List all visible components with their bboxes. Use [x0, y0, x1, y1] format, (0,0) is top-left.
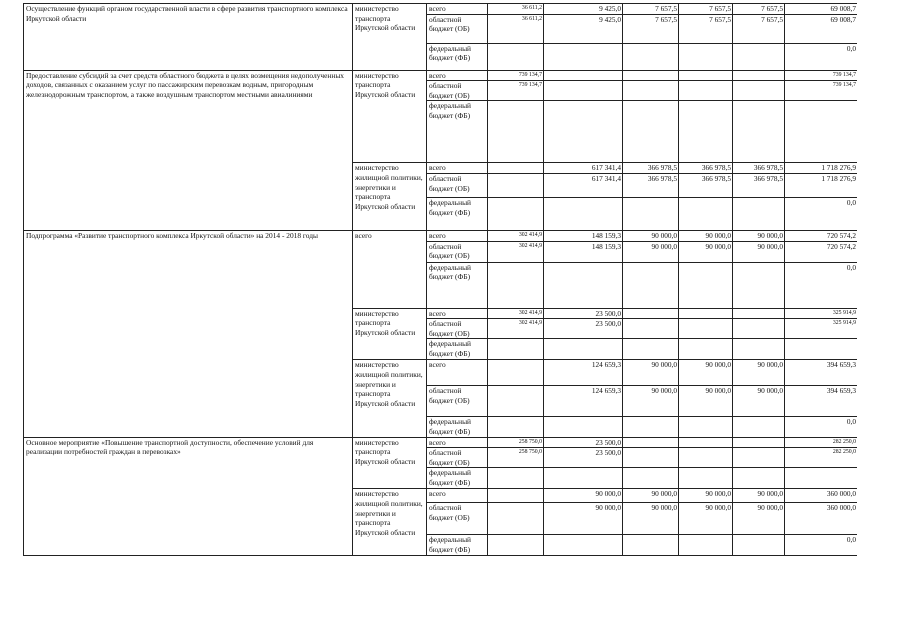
- amount-cell: 36 611,2: [488, 4, 544, 15]
- amount-cell: [733, 101, 785, 163]
- amount-cell: [544, 417, 623, 437]
- amount-cell: [623, 197, 679, 230]
- amount-cell: 0,0: [785, 417, 858, 437]
- funding-source-cell: всего: [427, 489, 488, 503]
- amount-cell: 720 574,2: [785, 241, 858, 262]
- amount-cell: 90 000,0: [733, 489, 785, 503]
- amount-cell: [733, 319, 785, 339]
- amount-cell: [623, 437, 679, 448]
- funding-source-cell: федеральный бюджет (ФБ): [427, 417, 488, 437]
- amount-cell: 7 657,5: [623, 4, 679, 15]
- funding-source-cell: федеральный бюджет (ФБ): [427, 339, 488, 360]
- amount-cell: 1 718 276,9: [785, 173, 858, 197]
- amount-cell: 9 425,0: [544, 14, 623, 43]
- amount-cell: [679, 319, 733, 339]
- executor-cell: министерство жилищной политики, энергетики и транспорта Иркутской области: [353, 489, 427, 555]
- table-row: [24, 70, 858, 81]
- amount-cell: 23 500,0: [544, 448, 623, 468]
- amount-cell: 7 657,5: [733, 4, 785, 15]
- amount-cell: [544, 339, 623, 360]
- amount-cell: [544, 81, 623, 101]
- amount-cell: 720 574,2: [785, 230, 858, 241]
- amount-cell: [733, 308, 785, 319]
- amount-cell: 69 008,7: [785, 4, 858, 15]
- amount-cell: 90 000,0: [733, 241, 785, 262]
- table-row: [24, 4, 858, 15]
- amount-cell: [623, 308, 679, 319]
- amount-cell: [733, 468, 785, 489]
- amount-cell: [733, 70, 785, 81]
- funding-source-cell: всего: [427, 4, 488, 15]
- amount-cell: 739 134,7: [785, 81, 858, 101]
- amount-cell: [733, 262, 785, 308]
- amount-cell: [488, 339, 544, 360]
- amount-cell: [488, 101, 544, 163]
- amount-cell: 90 000,0: [623, 230, 679, 241]
- amount-cell: 325 914,9: [785, 308, 858, 319]
- amount-cell: [733, 437, 785, 448]
- funding-source-cell: федеральный бюджет (ФБ): [427, 468, 488, 489]
- amount-cell: 90 000,0: [679, 360, 733, 386]
- amount-cell: [623, 262, 679, 308]
- funding-source-cell: всего: [427, 70, 488, 81]
- amount-cell: 9 425,0: [544, 4, 623, 15]
- amount-cell: 366 978,5: [733, 163, 785, 174]
- amount-cell: [544, 262, 623, 308]
- amount-cell: [679, 468, 733, 489]
- amount-cell: 90 000,0: [679, 386, 733, 417]
- amount-cell: 394 659,3: [785, 360, 858, 386]
- measure-title: Основное мероприятие «Повышение транспортной доступности, обеспечение условий для реализации потребностей граждан в перевозках»: [24, 437, 353, 555]
- funding-source-cell: федеральный бюджет (ФБ): [427, 535, 488, 555]
- amount-cell: 360 000,0: [785, 503, 858, 535]
- funding-source-cell: всего: [427, 308, 488, 319]
- amount-cell: 0,0: [785, 43, 858, 70]
- amount-cell: 7 657,5: [733, 14, 785, 43]
- funding-source-cell: федеральный бюджет (ФБ): [427, 197, 488, 230]
- executor-cell: всего: [353, 230, 427, 308]
- amount-cell: [488, 43, 544, 70]
- amount-cell: 617 341,4: [544, 163, 623, 174]
- amount-cell: 302 414,9: [488, 230, 544, 241]
- amount-cell: [623, 319, 679, 339]
- amount-cell: [544, 70, 623, 81]
- funding-source-cell: всего: [427, 163, 488, 174]
- amount-cell: [488, 163, 544, 174]
- amount-cell: [679, 417, 733, 437]
- amount-cell: 148 159,3: [544, 230, 623, 241]
- funding-table: [23, 3, 857, 556]
- amount-cell: 0,0: [785, 197, 858, 230]
- amount-cell: 0,0: [785, 262, 858, 308]
- funding-source-cell: федеральный бюджет (ФБ): [427, 43, 488, 70]
- amount-cell: 617 341,4: [544, 173, 623, 197]
- amount-cell: [488, 489, 544, 503]
- executor-cell: министерство транспорта Иркутской области: [353, 4, 427, 71]
- funding-source-cell: федеральный бюджет (ФБ): [427, 262, 488, 308]
- amount-cell: 258 750,0: [488, 448, 544, 468]
- amount-cell: 7 657,5: [679, 14, 733, 43]
- amount-cell: [733, 417, 785, 437]
- amount-cell: [623, 70, 679, 81]
- funding-source-cell: областной бюджет (ОБ): [427, 386, 488, 417]
- amount-cell: [679, 81, 733, 101]
- amount-cell: 23 500,0: [544, 308, 623, 319]
- amount-cell: 7 657,5: [679, 4, 733, 15]
- amount-cell: [623, 101, 679, 163]
- amount-cell: [488, 262, 544, 308]
- amount-cell: 394 659,3: [785, 386, 858, 417]
- amount-cell: [733, 43, 785, 70]
- amount-cell: 366 978,5: [679, 163, 733, 174]
- table-row: [24, 437, 858, 448]
- funding-source-cell: всего: [427, 230, 488, 241]
- funding-source-cell: областной бюджет (ОБ): [427, 173, 488, 197]
- amount-cell: [488, 173, 544, 197]
- amount-cell: [785, 468, 858, 489]
- funding-source-cell: областной бюджет (ОБ): [427, 319, 488, 339]
- amount-cell: 302 414,9: [488, 241, 544, 262]
- amount-cell: 90 000,0: [623, 386, 679, 417]
- amount-cell: 90 000,0: [679, 503, 733, 535]
- amount-cell: [679, 437, 733, 448]
- amount-cell: 124 659,3: [544, 386, 623, 417]
- amount-cell: [679, 197, 733, 230]
- amount-cell: [679, 43, 733, 70]
- amount-cell: [623, 43, 679, 70]
- amount-cell: [679, 262, 733, 308]
- table-row: [24, 230, 858, 241]
- amount-cell: 90 000,0: [544, 489, 623, 503]
- amount-cell: [623, 468, 679, 489]
- amount-cell: 36 611,2: [488, 14, 544, 43]
- amount-cell: 258 750,0: [488, 437, 544, 448]
- executor-cell: министерство транспорта Иркутской области: [353, 70, 427, 163]
- amount-cell: [623, 417, 679, 437]
- amount-cell: [623, 339, 679, 360]
- amount-cell: [733, 448, 785, 468]
- amount-cell: [679, 70, 733, 81]
- measure-title: Осуществление функций органом государственной власти в сфере развития транспортного комплекса Иркутской области: [24, 4, 353, 71]
- amount-cell: 302 414,9: [488, 308, 544, 319]
- amount-cell: 90 000,0: [733, 360, 785, 386]
- amount-cell: 366 978,5: [733, 173, 785, 197]
- amount-cell: 90 000,0: [733, 386, 785, 417]
- document-page: [23, 3, 857, 618]
- amount-cell: 90 000,0: [679, 489, 733, 503]
- amount-cell: [488, 386, 544, 417]
- funding-source-cell: областной бюджет (ОБ): [427, 448, 488, 468]
- amount-cell: 7 657,5: [623, 14, 679, 43]
- amount-cell: [623, 448, 679, 468]
- amount-cell: [488, 535, 544, 555]
- amount-cell: 282 250,0: [785, 448, 858, 468]
- amount-cell: 90 000,0: [623, 360, 679, 386]
- amount-cell: [544, 43, 623, 70]
- amount-cell: 23 500,0: [544, 437, 623, 448]
- amount-cell: 69 008,7: [785, 14, 858, 43]
- amount-cell: [544, 468, 623, 489]
- measure-title: Предоставление субсидий за счет средств областного бюджета в целях возмещения недополученных доходов, связанных с оказанием услуг по пассажирским перевозкам водным, пригородным железнодорожным транспортом, а также воздушным транспортом местными авиалиниями: [24, 70, 353, 230]
- amount-cell: [544, 197, 623, 230]
- executor-cell: министерство жилищной политики, энергетики и транспорта Иркутской области: [353, 360, 427, 437]
- amount-cell: 23 500,0: [544, 319, 623, 339]
- executor-cell: министерство транспорта Иркутской области: [353, 437, 427, 489]
- funding-source-cell: областной бюджет (ОБ): [427, 241, 488, 262]
- executor-cell: министерство жилищной политики, энергетики и транспорта Иркутской области: [353, 163, 427, 231]
- amount-cell: [623, 535, 679, 555]
- amount-cell: 90 000,0: [733, 503, 785, 535]
- amount-cell: [544, 101, 623, 163]
- amount-cell: 124 659,3: [544, 360, 623, 386]
- funding-source-cell: областной бюджет (ОБ): [427, 14, 488, 43]
- amount-cell: [733, 535, 785, 555]
- funding-source-cell: областной бюджет (ОБ): [427, 81, 488, 101]
- amount-cell: [733, 81, 785, 101]
- amount-cell: [623, 81, 679, 101]
- amount-cell: 148 159,3: [544, 241, 623, 262]
- amount-cell: [488, 468, 544, 489]
- amount-cell: 366 978,5: [679, 173, 733, 197]
- amount-cell: 90 000,0: [623, 241, 679, 262]
- measure-title: Подпрограмма «Развитие транспортного комплекса Иркутской области» на 2014 - 2018 годы: [24, 230, 353, 437]
- amount-cell: [733, 197, 785, 230]
- amount-cell: [679, 308, 733, 319]
- amount-cell: [733, 339, 785, 360]
- amount-cell: [785, 339, 858, 360]
- amount-cell: [679, 101, 733, 163]
- funding-source-cell: всего: [427, 437, 488, 448]
- amount-cell: [679, 535, 733, 555]
- amount-cell: 360 000,0: [785, 489, 858, 503]
- amount-cell: [544, 535, 623, 555]
- amount-cell: 325 914,9: [785, 319, 858, 339]
- executor-cell: министерство транспорта Иркутской области: [353, 308, 427, 360]
- amount-cell: 90 000,0: [679, 230, 733, 241]
- funding-source-cell: федеральный бюджет (ФБ): [427, 101, 488, 163]
- amount-cell: [488, 503, 544, 535]
- amount-cell: [679, 448, 733, 468]
- amount-cell: 366 978,5: [623, 163, 679, 174]
- amount-cell: 739 134,7: [488, 81, 544, 101]
- amount-cell: [488, 417, 544, 437]
- amount-cell: [488, 197, 544, 230]
- amount-cell: 1 718 276,9: [785, 163, 858, 174]
- amount-cell: 90 000,0: [623, 489, 679, 503]
- amount-cell: 366 978,5: [623, 173, 679, 197]
- amount-cell: 302 414,9: [488, 319, 544, 339]
- amount-cell: 90 000,0: [544, 503, 623, 535]
- amount-cell: 90 000,0: [679, 241, 733, 262]
- amount-cell: 739 134,7: [488, 70, 544, 81]
- amount-cell: 0,0: [785, 535, 858, 555]
- amount-cell: 739 134,7: [785, 70, 858, 81]
- amount-cell: 90 000,0: [623, 503, 679, 535]
- funding-source-cell: областной бюджет (ОБ): [427, 503, 488, 535]
- amount-cell: [785, 101, 858, 163]
- amount-cell: [679, 339, 733, 360]
- amount-cell: [488, 360, 544, 386]
- amount-cell: 282 250,0: [785, 437, 858, 448]
- funding-source-cell: всего: [427, 360, 488, 386]
- amount-cell: 90 000,0: [733, 230, 785, 241]
